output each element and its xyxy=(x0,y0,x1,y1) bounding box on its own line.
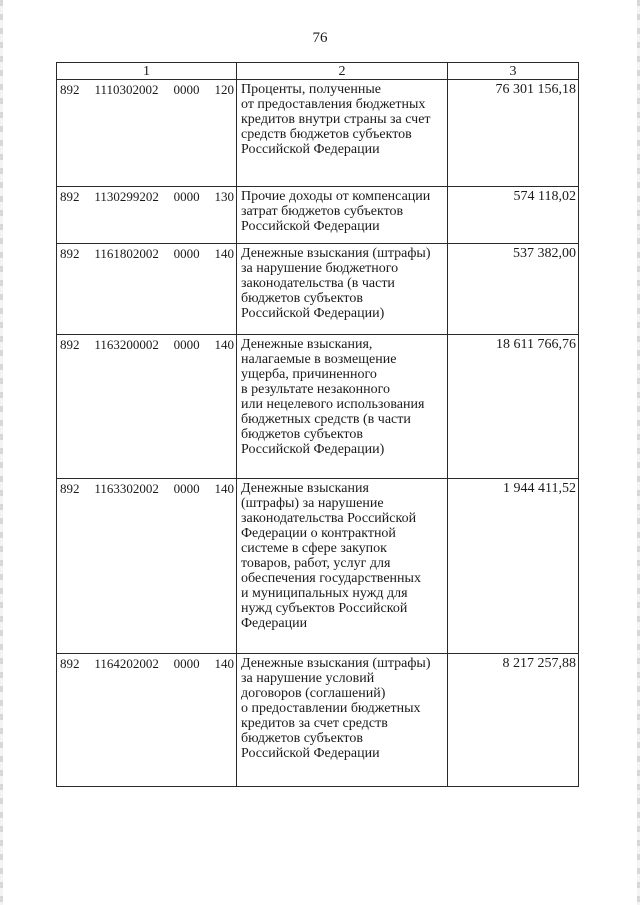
budget-revenue-table xyxy=(56,62,579,787)
economic-code: 120 xyxy=(214,82,234,97)
name-line: Федерации о контрактной xyxy=(241,526,396,541)
table-header-row xyxy=(57,63,579,80)
table-row xyxy=(57,244,579,335)
name-line: средств бюджетов субъектов xyxy=(241,127,412,142)
amount-cell: 18 611 766,76 xyxy=(448,335,579,479)
economic-code: 140 xyxy=(214,337,234,352)
page-number: 76 xyxy=(312,30,328,46)
table-row xyxy=(57,479,579,654)
name-line: кредитов за счет средств xyxy=(241,716,388,731)
name-line: Российской Федерации xyxy=(241,746,380,761)
admin-code: 892 xyxy=(60,189,80,204)
name-line: бюджетных средств (в части xyxy=(241,412,411,427)
header-column-3: 3 xyxy=(448,63,579,80)
table-row xyxy=(57,335,579,479)
revenue-name-cell xyxy=(237,654,448,787)
program-code: 0000 xyxy=(173,656,200,671)
name-line: системе в сфере закупок xyxy=(241,541,387,556)
budget-code-cell xyxy=(57,187,237,244)
budget-code-cell xyxy=(57,654,237,787)
admin-code: 892 xyxy=(60,337,80,352)
name-line: Денежные взыскания (штрафы) xyxy=(241,656,431,671)
revenue-code: 1164202002 xyxy=(94,656,159,671)
name-line: законодательства (в части xyxy=(241,276,395,291)
admin-code: 892 xyxy=(60,656,80,671)
header-column-2: 2 xyxy=(237,63,448,80)
revenue-code: 1130299202 xyxy=(94,189,159,204)
admin-code: 892 xyxy=(60,246,80,261)
name-line: нужд субъектов Российской xyxy=(241,601,408,616)
program-code: 0000 xyxy=(173,337,200,352)
revenue-name-cell xyxy=(237,244,448,335)
table-row xyxy=(57,187,579,244)
name-line: Федерации xyxy=(241,616,308,631)
admin-code: 892 xyxy=(60,82,80,97)
name-line: договоров (соглашений) xyxy=(241,686,386,701)
economic-code: 140 xyxy=(214,246,234,261)
name-line: бюджетов субъектов xyxy=(241,427,363,442)
budget-code-cell xyxy=(57,244,237,335)
revenue-name-cell xyxy=(237,80,448,187)
name-line: обеспечения государственных xyxy=(241,571,421,586)
economic-code: 130 xyxy=(214,189,234,204)
amount-cell: 76 301 156,18 xyxy=(448,80,579,187)
name-line: законодательства Российской xyxy=(241,511,417,526)
name-line: и муниципальных нужд для xyxy=(241,586,408,601)
program-code: 0000 xyxy=(173,189,200,204)
economic-code: 140 xyxy=(214,481,234,496)
name-line: товаров, работ, услуг для xyxy=(241,556,391,571)
revenue-name-cell xyxy=(237,187,448,244)
name-line: Прочие доходы от компенсации xyxy=(241,189,431,204)
name-line: за нарушение бюджетного xyxy=(241,261,399,276)
name-line: затрат бюджетов субъектов xyxy=(241,204,404,219)
name-line: Денежные взыскания, xyxy=(241,337,373,352)
name-line: от предоставления бюджетных xyxy=(241,97,426,112)
name-line: бюджетов субъектов xyxy=(241,291,363,306)
name-line: (штрафы) за нарушение xyxy=(241,496,384,511)
table-row xyxy=(57,654,579,787)
name-line: Российской Федерации) xyxy=(241,442,385,457)
table-row xyxy=(57,80,579,187)
name-line: Денежные взыскания xyxy=(241,481,369,496)
amount-cell: 1 944 411,52 xyxy=(448,479,579,654)
name-line: налагаемые в возмещение xyxy=(241,352,397,367)
amount-cell: 8 217 257,88 xyxy=(448,654,579,787)
amount-cell: 537 382,00 xyxy=(448,244,579,335)
name-line: Российской Федерации xyxy=(241,142,380,157)
revenue-code: 1163200002 xyxy=(94,337,159,352)
name-line: Проценты, полученные xyxy=(241,82,381,97)
name-line: Российской Федерации) xyxy=(241,306,385,321)
budget-code-cell xyxy=(57,80,237,187)
admin-code: 892 xyxy=(60,481,80,496)
scan-edge-left xyxy=(0,0,3,905)
header-column-1: 1 xyxy=(57,63,237,80)
name-line: ущерба, причиненного xyxy=(241,367,377,382)
budget-code-cell xyxy=(57,479,237,654)
program-code: 0000 xyxy=(173,481,200,496)
name-line: в результате незаконного xyxy=(241,382,391,397)
program-code: 0000 xyxy=(173,246,200,261)
budget-code-cell xyxy=(57,335,237,479)
revenue-name-cell xyxy=(237,335,448,479)
name-line: кредитов внутри страны за счет xyxy=(241,112,431,127)
revenue-code: 1110302002 xyxy=(94,82,159,97)
name-line: за нарушение условий xyxy=(241,671,375,686)
revenue-name-cell xyxy=(237,479,448,654)
name-line: Российской Федерации xyxy=(241,219,380,234)
name-line: или нецелевого использования xyxy=(241,397,425,412)
name-line: Денежные взыскания (штрафы) xyxy=(241,246,431,261)
revenue-code: 1163302002 xyxy=(94,481,159,496)
program-code: 0000 xyxy=(173,82,200,97)
name-line: о предоставлении бюджетных xyxy=(241,701,421,716)
amount-cell: 574 118,02 xyxy=(448,187,579,244)
name-line: бюджетов субъектов xyxy=(241,731,363,746)
revenue-code: 1161802002 xyxy=(94,246,159,261)
economic-code: 140 xyxy=(214,656,234,671)
